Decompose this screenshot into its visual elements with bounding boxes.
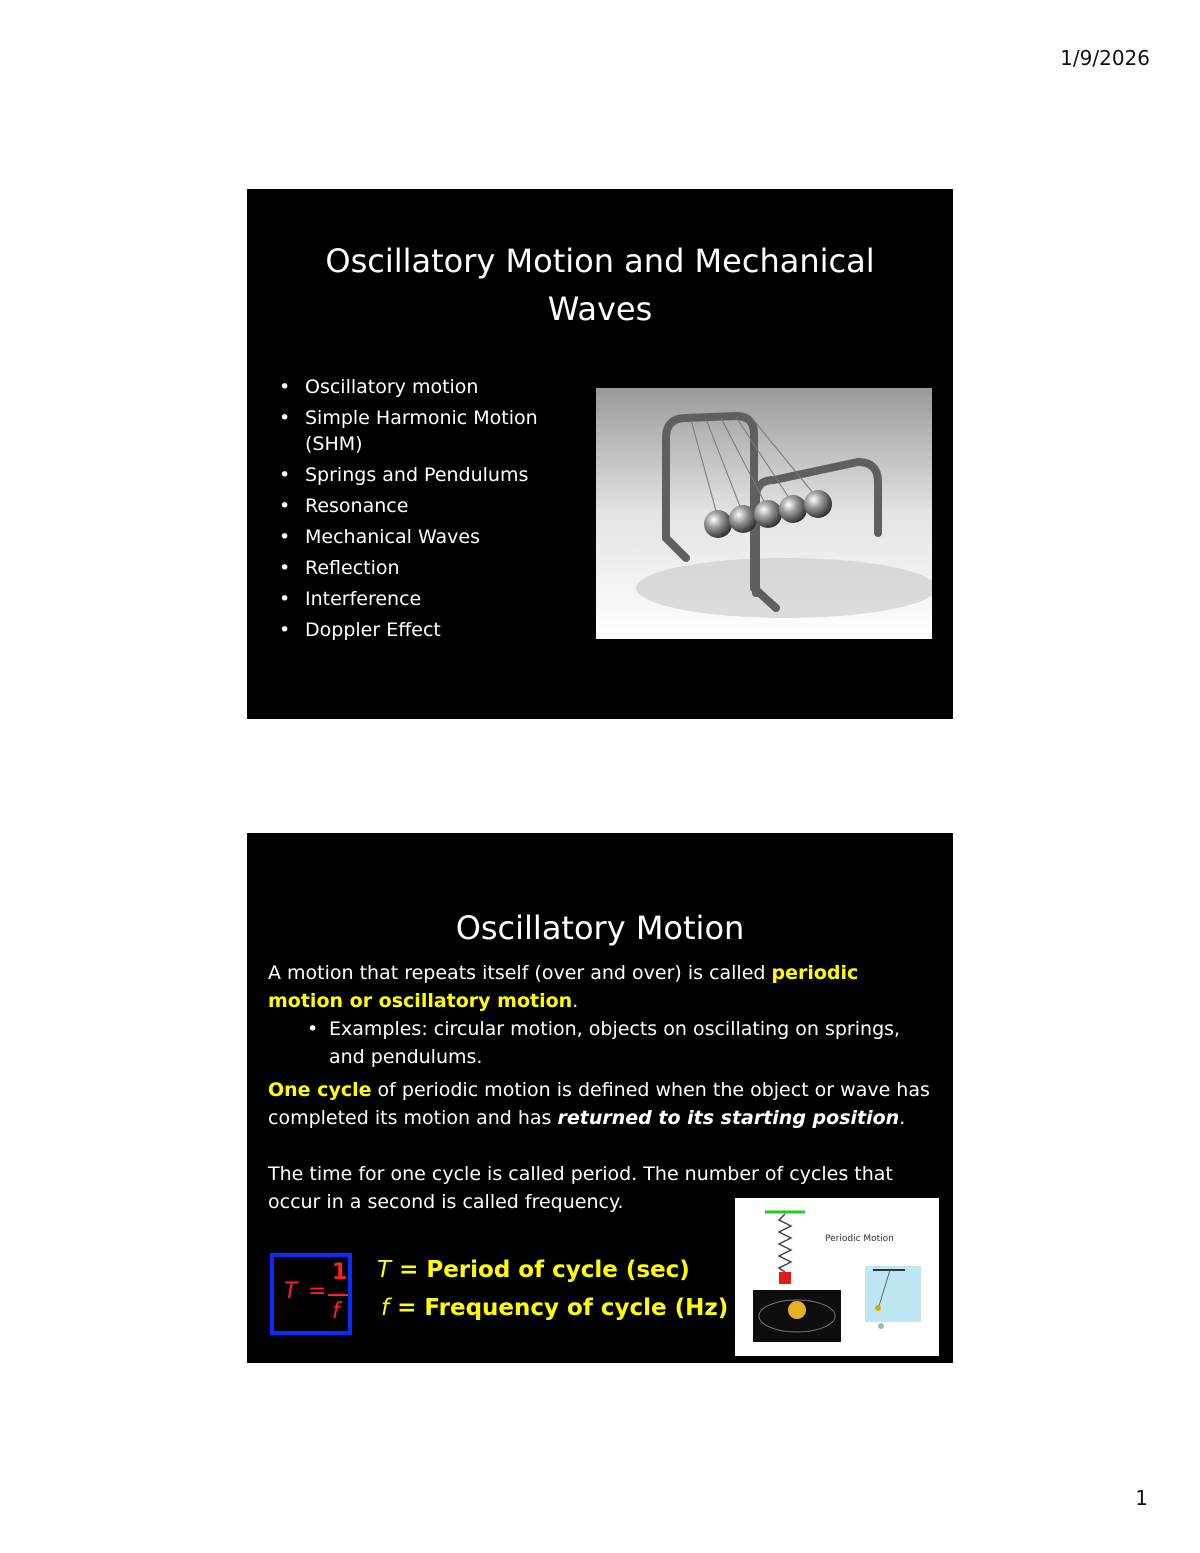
period-legend (377, 1257, 690, 1283)
legend-text: = Period of cycle (sec) (391, 1257, 690, 1283)
cycle-end: . (899, 1107, 906, 1129)
cycle-text: of periodic motion is defined when the object or wave has completed its motion and has (268, 1079, 930, 1129)
examples-text: Examples: circular motion, objects on oscillating on springs, and pendulums. (329, 1018, 901, 1068)
examples-bullet (307, 1015, 929, 1071)
formula-numerator: 1 (332, 1260, 348, 1285)
slide-1-title: Oscillatory Motion and Mechanical Waves (325, 242, 875, 328)
list-item: • Oscillatory motion (279, 374, 559, 400)
list-item: • Springs and Pendulums (279, 462, 559, 488)
topic-list (279, 374, 559, 648)
period-frequency-text: The time for one cycle is called period. The number of cycles that occur in a second is called frequency. (268, 1163, 893, 1213)
formula-equals: = (308, 1279, 327, 1304)
legend-text: = Frequency of cycle (Hz) (389, 1295, 729, 1321)
page-date: 1/9/2026 (1060, 46, 1150, 70)
list-item: • Reflection (279, 555, 559, 581)
bullet-icon: • (307, 1018, 319, 1040)
list-item: • Resonance (279, 493, 559, 519)
image-caption: Periodic Motion (825, 1234, 894, 1244)
page-number: 1 (1135, 1486, 1148, 1510)
definition-text: A motion that repeats itself (over and over) is called (268, 962, 772, 984)
fraction-bar (328, 1294, 348, 1296)
cycle-definition (268, 1076, 933, 1132)
newtons-cradle-image (596, 388, 932, 639)
period-formula (270, 1253, 352, 1335)
formula-denominator: f (332, 1299, 340, 1324)
slide-2 (247, 833, 953, 1363)
formula-lhs: T (284, 1279, 298, 1304)
slide-1 (247, 189, 953, 719)
emphasis-text: returned to its starting position (557, 1107, 900, 1129)
list-item: • Mechanical Waves (279, 524, 559, 550)
definition-end: . (572, 990, 579, 1012)
legend-symbol: f (381, 1295, 390, 1321)
frequency-legend (381, 1295, 728, 1321)
slide-2-title: Oscillatory Motion (455, 909, 745, 947)
list-item: • Interference (279, 586, 559, 612)
legend-symbol: T (377, 1257, 392, 1283)
periodic-motion-image (735, 1198, 939, 1356)
highlight-term: One cycle (268, 1079, 372, 1101)
periodic-motion-definition (268, 959, 933, 1015)
list-item: • Simple Harmonic Motion (SHM) (279, 405, 559, 457)
list-item: • Doppler Effect (279, 617, 559, 643)
highlight-term: periodic motion or oscillatory motion (268, 962, 859, 1012)
